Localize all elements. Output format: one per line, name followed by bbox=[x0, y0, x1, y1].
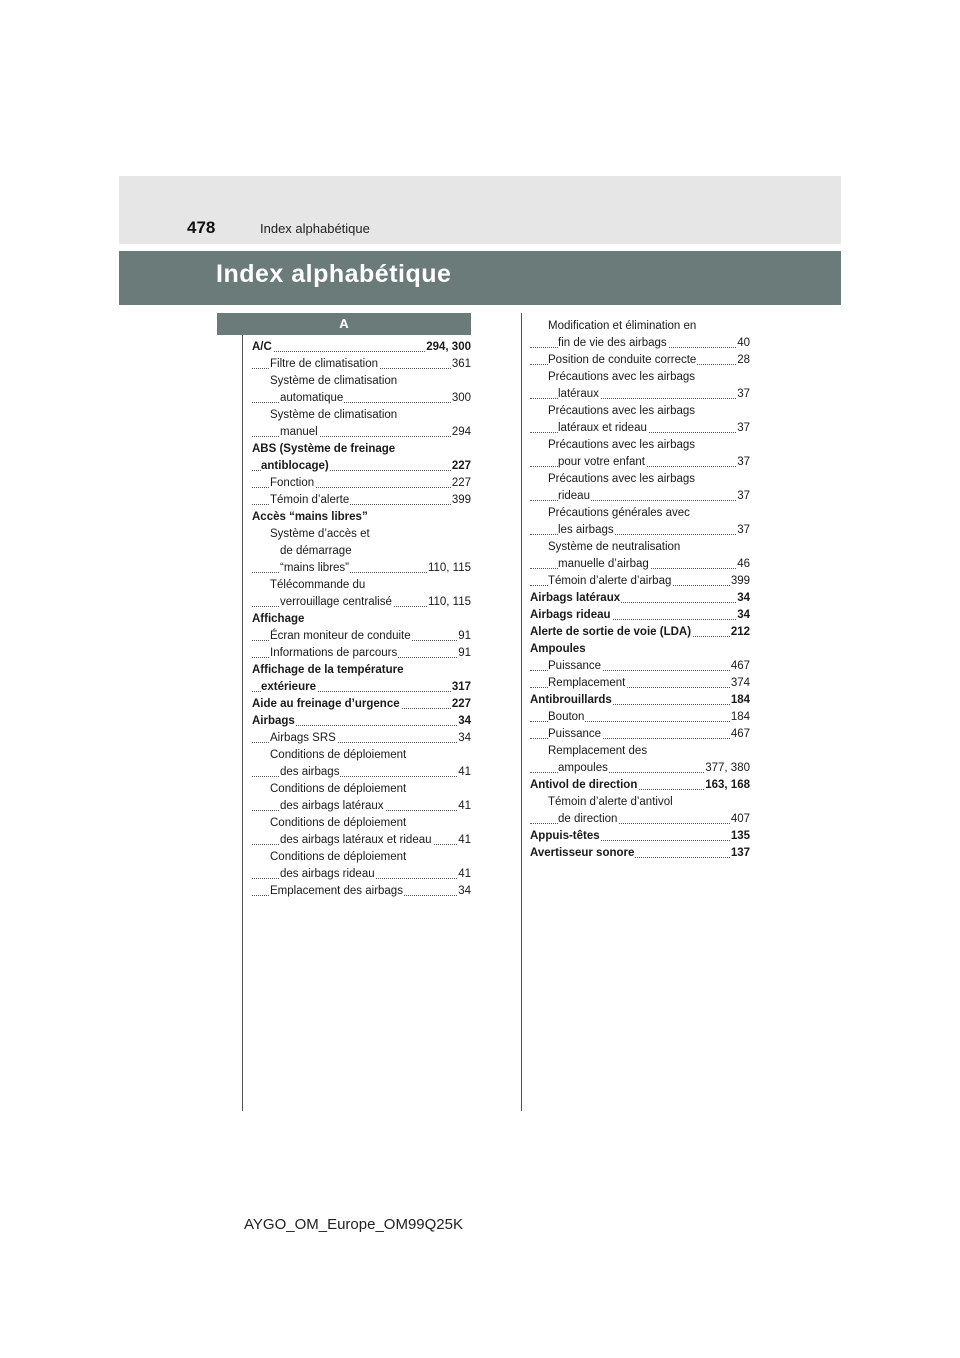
index-entry-text: Ampoules bbox=[530, 643, 586, 655]
index-entry[interactable]: A/C 294, 300 bbox=[252, 339, 471, 356]
index-entry[interactable]: Airbags rideau 34 bbox=[530, 607, 750, 624]
index-entry-text: Système de climatisation bbox=[270, 375, 398, 387]
header-band bbox=[119, 176, 841, 244]
index-entry-text: Télécommande du bbox=[270, 579, 366, 591]
index-column-right bbox=[530, 318, 750, 862]
index-entry[interactable]: manuel 294 bbox=[252, 424, 471, 441]
page-title: Index alphabétique bbox=[216, 260, 452, 288]
index-entry[interactable]: “mains libres” 110, 115 bbox=[252, 560, 471, 577]
index-entry-text: Précautions générales avec bbox=[548, 507, 690, 519]
index-entry[interactable]: des airbags 41 bbox=[252, 764, 471, 781]
index-entry-text: Précautions avec les airbags bbox=[548, 405, 696, 417]
index-entry-text: Témoin d’alerte d’antivol bbox=[548, 796, 673, 808]
index-entry[interactable]: extérieure 317 bbox=[252, 679, 471, 696]
index-entry-text: Conditions de déploiement bbox=[270, 851, 407, 863]
index-entry[interactable]: Antivol de direction 163, 168 bbox=[530, 777, 750, 794]
index-entry[interactable]: ampoules 377, 380 bbox=[530, 760, 750, 777]
index-entry[interactable]: Informations de parcours 91 bbox=[252, 645, 471, 662]
index-entry[interactable]: Antibrouillards 184 bbox=[530, 692, 750, 709]
index-entry[interactable]: Position de conduite correcte 28 bbox=[530, 352, 750, 369]
index-entry[interactable]: Airbags 34 bbox=[252, 713, 471, 730]
index-entry[interactable]: pour votre enfant 37 bbox=[530, 454, 750, 471]
index-entry[interactable]: fin de vie des airbags 40 bbox=[530, 335, 750, 352]
index-entry-text: Conditions de déploiement bbox=[270, 749, 407, 761]
index-entry[interactable]: latéraux 37 bbox=[530, 386, 750, 403]
index-entry-text: Conditions de déploiement bbox=[270, 817, 407, 829]
index-entry[interactable]: Écran moniteur de conduite 91 bbox=[252, 628, 471, 645]
footer-document-code: AYGO_OM_Europe_OM99Q25K bbox=[244, 1216, 463, 1233]
index-entry-text: Système d’accès et bbox=[270, 528, 370, 540]
index-entry[interactable]: des airbags latéraux 41 bbox=[252, 798, 471, 815]
index-entry-text: Modification et élimination en bbox=[548, 320, 697, 332]
index-entry-text: Précautions avec les airbags bbox=[548, 473, 696, 485]
index-column-left bbox=[252, 339, 471, 900]
index-entry-text: Conditions de déploiement bbox=[270, 783, 407, 795]
index-entry[interactable]: Puissance 467 bbox=[530, 658, 750, 675]
column-divider-middle bbox=[521, 313, 522, 1111]
column-divider-left bbox=[242, 313, 243, 1111]
index-entry[interactable]: rideau 37 bbox=[530, 488, 750, 505]
index-entry[interactable]: Appuis-têtes 135 bbox=[530, 828, 750, 845]
index-entry[interactable]: Aide au freinage d’urgence 227 bbox=[252, 696, 471, 713]
index-entry[interactable]: verrouillage centralisé 110, 115 bbox=[252, 594, 471, 611]
section-letter-tab: A bbox=[217, 313, 471, 335]
index-entry[interactable]: Emplacement des airbags 34 bbox=[252, 883, 471, 900]
index-entry-text: Précautions avec les airbags bbox=[548, 439, 696, 451]
page-number: 478 bbox=[187, 218, 216, 237]
running-title: Index alphabétique bbox=[260, 221, 370, 236]
index-entry-text: Remplacement des bbox=[548, 745, 648, 757]
index-entry[interactable]: manuelle d’airbag 46 bbox=[530, 556, 750, 573]
index-entry[interactable]: Puissance 467 bbox=[530, 726, 750, 743]
index-entry-text: ABS (Système de freinage bbox=[252, 443, 396, 455]
index-entry-text: Système de climatisation bbox=[270, 409, 398, 421]
index-entry[interactable]: les airbags 37 bbox=[530, 522, 750, 539]
index-entry[interactable]: Témoin d’alerte d’airbag 399 bbox=[530, 573, 750, 590]
index-entry[interactable]: antiblocage) 227 bbox=[252, 458, 471, 475]
index-entry[interactable]: Filtre de climatisation 361 bbox=[252, 356, 471, 373]
index-entry-text: Affichage bbox=[252, 613, 305, 625]
index-entry[interactable]: Airbags SRS 34 bbox=[252, 730, 471, 747]
index-entry-text: Affichage de la température bbox=[252, 664, 404, 676]
index-entry[interactable]: Bouton 184 bbox=[530, 709, 750, 726]
index-entry[interactable]: de direction 407 bbox=[530, 811, 750, 828]
index-entry[interactable]: des airbags rideau 41 bbox=[252, 866, 471, 883]
index-entry-text: Accès “mains libres” bbox=[252, 511, 368, 523]
index-entry[interactable]: Alerte de sortie de voie (LDA) 212 bbox=[530, 624, 750, 641]
index-entry[interactable]: des airbags latéraux et rideau 41 bbox=[252, 832, 471, 849]
index-entry[interactable]: Airbags latéraux 34 bbox=[530, 590, 750, 607]
index-entry[interactable]: Témoin d’alerte 399 bbox=[252, 492, 471, 509]
index-entry-text: Système de neutralisation bbox=[548, 541, 681, 553]
index-entry[interactable]: automatique 300 bbox=[252, 390, 471, 407]
index-entry[interactable]: Avertisseur sonore 137 bbox=[530, 845, 750, 862]
index-entry[interactable]: Fonction 227 bbox=[252, 475, 471, 492]
index-entry-text: Précautions avec les airbags bbox=[548, 371, 696, 383]
index-entry[interactable]: Remplacement 374 bbox=[530, 675, 750, 692]
index-entry[interactable]: latéraux et rideau 37 bbox=[530, 420, 750, 437]
index-entry-text: de démarrage bbox=[280, 545, 352, 557]
